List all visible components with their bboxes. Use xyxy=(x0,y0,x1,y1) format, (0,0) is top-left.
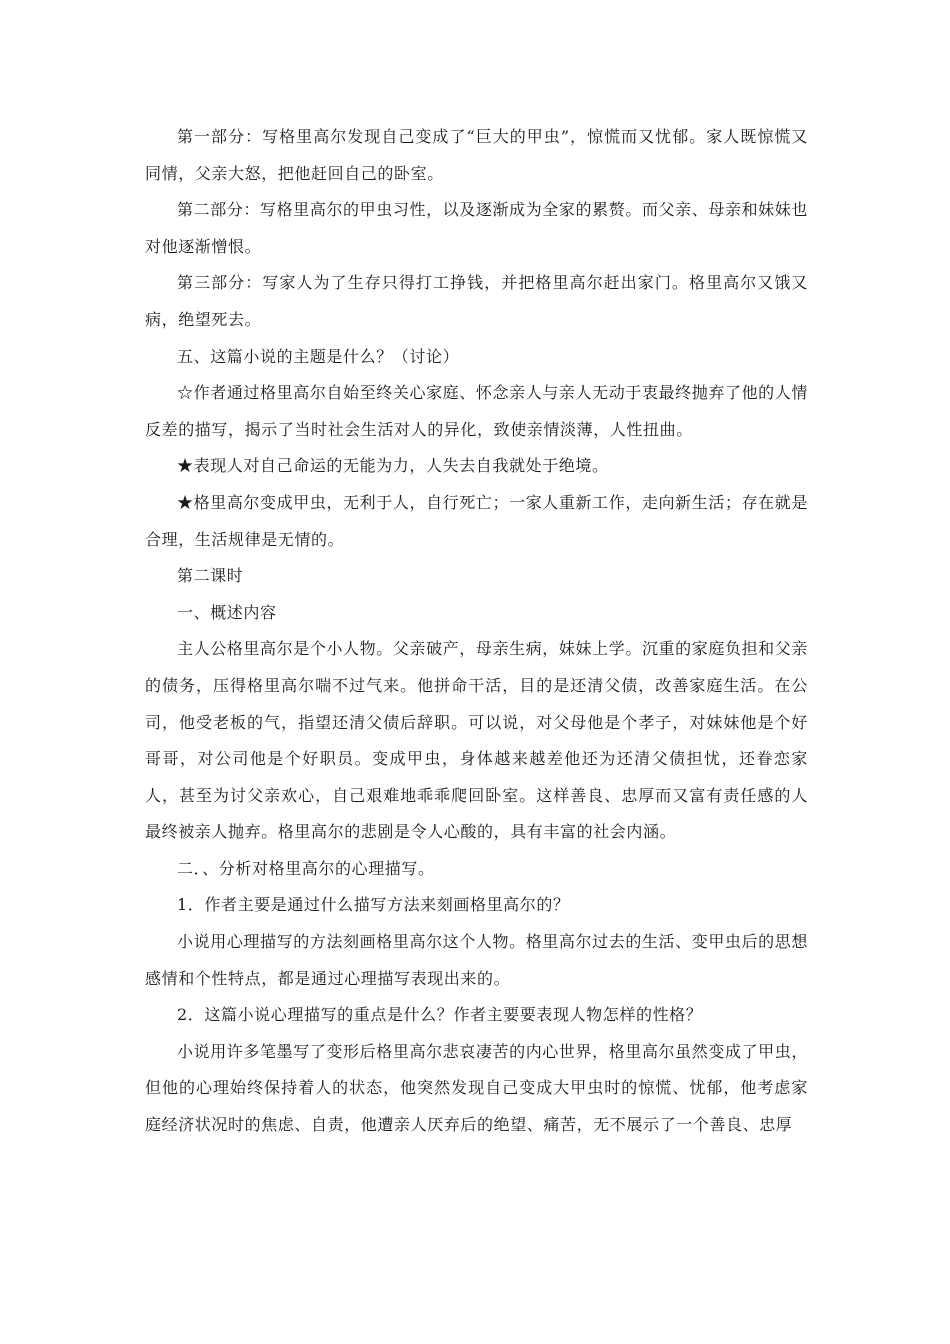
paragraph-part-two: 第二部分：写格里高尔的甲虫习性，以及逐渐成为全家的累赘。而父亲、母亲和妹妹也对他逐渐憎恨。 xyxy=(145,200,808,256)
paragraph-summary: 主人公格里高尔是个小人物。父亲破产，母亲生病，妹妹上学。沉重的家庭负担和父亲的债务，压得格里高尔喘不过气来。他拼命干活，目的是还清父债，改善家庭生活。在公司，他受老板的气，指望还清父债后辞职。可以说，对父母他是个孝子，对妹妹他是个好哥哥，对公司他是个好职员。变成甲虫，身体越来越差他还为还清父债担忧，还眷恋家人，甚至为讨父亲欢心，自己艰难地乖乖爬回卧室。这样善良、忠厚而又富有责任感的人最终被亲人抛弃。格里高尔的悲剧是令人心酸的，具有丰富的社会内涵。 xyxy=(145,639,808,842)
document-body xyxy=(145,119,808,1144)
heading-theme-question: 五、这篇小说的主题是什么？（讨论） xyxy=(177,346,460,366)
heading-summary: 一、概述内容 xyxy=(177,602,277,622)
answer-2: 小说用许多笔墨写了变形后格里高尔悲哀凄苦的内心世界，格里高尔虽然变成了甲虫，但他的心理始终保持着人的状态，他突然发现自己变成大甲虫时的惊慌、忧郁，他考虑家庭经济状况时的焦虑、自责，他遭亲人厌弃后的绝望、痛苦，无不展示了一个善良、忠厚 xyxy=(145,1041,808,1135)
paragraph-theme-point-3: ★格里高尔变成甲虫，无利于人，自行死亡；一家人重新工作，走向新生活；存在就是合理，生活规律是无情的。 xyxy=(145,492,808,549)
question-1: 1．作者主要是通过什么描写方法来刻画格里高尔的？ xyxy=(177,895,570,915)
answer-1: 小说用心理描写的方法刻画格里高尔这个人物。格里高尔过去的生活、变甲虫后的思想感情和个性特点，都是通过心理描写表现出来的。 xyxy=(145,932,808,988)
heading-psychology-analysis: 二．、分析对格里高尔的心理描写。 xyxy=(177,858,435,878)
question-2: 2．这篇小说心理描写的重点是什么？作者主要要表现人物怎样的性格？ xyxy=(177,1005,703,1025)
heading-second-lesson: 第二课时 xyxy=(177,566,244,586)
paragraph-part-three: 第三部分：写家人为了生存只得打工挣钱，并把格里高尔赶出家门。格里高尔又饿又病，绝望死去。 xyxy=(145,273,808,329)
paragraph-theme-point-2: ★表现人对自己命运的无能为力，人失去自我就处于绝境。 xyxy=(177,456,609,476)
paragraph-part-one: 第一部分：写格里高尔发现自己变成了“巨大的甲虫”，惊慌而又忧郁。家人既惊慌又同情，父亲大怒，把他赶回自己的卧室。 xyxy=(145,127,808,183)
paragraph-theme-point-1: ☆作者通过格里高尔自始至终关心家庭、怀念亲人与亲人无动于衷最终抛弃了他的人情反差的描写，揭示了当时社会生活对人的异化，致使亲情淡薄，人性扭曲。 xyxy=(145,383,808,439)
